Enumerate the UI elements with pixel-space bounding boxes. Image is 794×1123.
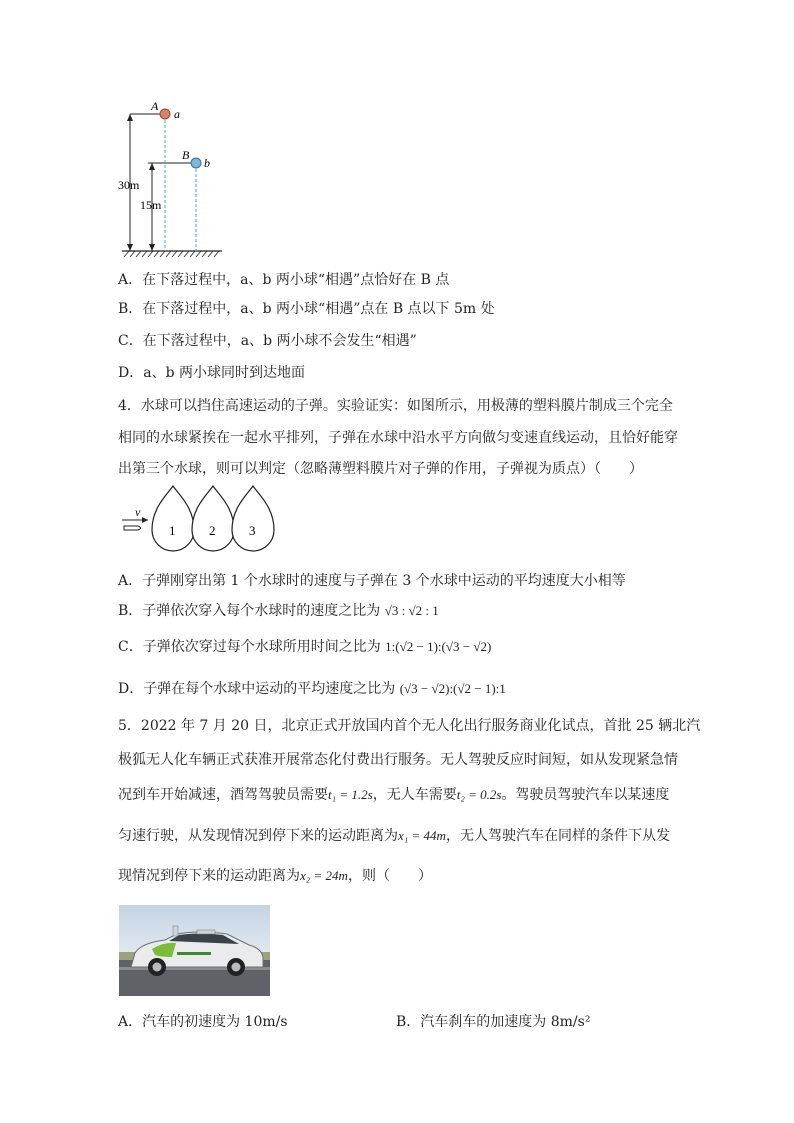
q4-option-b (118, 601, 439, 621)
option-text: D． (118, 365, 144, 381)
text: 。驾驶员驾驶汽车以某速度 (501, 787, 670, 803)
q5-stem-line5 (118, 866, 432, 886)
math: x₁ = 44m (398, 828, 446, 843)
q3-option-b (118, 299, 495, 319)
q4-option-c (118, 637, 491, 657)
q4-stem-line3: 出第三个水球，则可以判定（忽略薄塑料膜片对子弹的作用，子弹视为质点）（ ） (118, 461, 643, 477)
label-a: a (174, 107, 180, 121)
water-balls-figure (118, 484, 278, 564)
option-text: 在下落过程中，a、b 两小球“相遇”点恰好在 B 点 (142, 272, 450, 288)
option-text: C． (118, 333, 143, 349)
q3-option-a (118, 270, 449, 290)
option-text: A． (118, 272, 143, 288)
text: 现情况到停下来的运动距离为 (118, 868, 300, 884)
driverless-car-photo (119, 905, 270, 996)
water-ball-2 (192, 486, 234, 551)
option-math: (√3 − √2):(√2 − 1):1 (399, 681, 506, 696)
text: 况到车开始减速，酒驾驾驶员需要 (118, 787, 328, 803)
velocity-label: v (135, 505, 141, 519)
label-b: b (204, 156, 210, 170)
math: x₂ = 24m (300, 868, 348, 883)
q3-option-c (118, 331, 417, 351)
q5-stem-line3 (118, 785, 669, 805)
math: t₁ = 1.2s (328, 787, 373, 802)
label-B: B (182, 148, 190, 162)
q4-stem-line1: 4．水球可以挡住高速运动的子弹。实验证实：如图所示，用极薄的塑料膜片制成三个完全 (118, 398, 673, 414)
label-A: A (151, 100, 159, 113)
option-math: √3 : √2 : 1 (384, 603, 439, 618)
math: t₂ = 0.2s (456, 787, 502, 802)
q4-option-d (118, 679, 506, 699)
option-text: B． (118, 301, 143, 317)
ball-b (191, 158, 201, 168)
ground-hatching (124, 251, 219, 257)
text: ，无人驾驶汽车在同样的条件下从发 (445, 828, 670, 844)
option-math: 1:(√2 − 1):(√3 − √2) (385, 639, 492, 654)
ball-number: 1 (169, 523, 176, 538)
q3-option-d (118, 363, 305, 383)
option-text: 在下落过程中，a、b 两小球“相遇”点在 B 点以下 5m 处 (142, 301, 495, 317)
option-text: C．子弹依次穿过每个水球所用时间之比为 (118, 639, 381, 655)
option-text: B．子弹依次穿入每个水球时的速度之比为 (118, 603, 381, 619)
q5-stem-line4 (118, 826, 670, 846)
bullet (124, 526, 141, 530)
option-text: a、b 两小球同时到达地面 (143, 365, 305, 381)
water-ball-1 (152, 486, 194, 551)
ball-number: 3 (249, 523, 256, 538)
text: 匀速行驶，从发现情况到停下来的运动距离为 (118, 828, 398, 844)
height-30-label: 30m (118, 178, 140, 192)
q4-option-a: A．子弹刚穿出第 1 个水球时的速度与子弹在 3 个水球中运动的平均速度大小相等 (118, 573, 626, 589)
text: ，无人车需要 (372, 787, 457, 803)
height-15-label: 15m (140, 198, 162, 212)
q5-stem-line1: 5．2022 年 7 月 20 日，北京正式开放国内首个无人化出行服务商业化试点，首批 25 辆北汽 (118, 718, 701, 734)
q4-stem-line2: 相同的水球紧挨在一起水平排列，子弹在水球中沿水平方向做匀变速直线运动，且恰好能穿 (118, 430, 678, 446)
option-text: D．子弹在每个水球中运动的平均速度之比为 (118, 681, 396, 697)
q5-stem-line2: 极狐无人化车辆正式获准开展常态化付费出行服务。无人驾驶反应时间短，如从发现紧急情 (118, 752, 678, 768)
ball-a (160, 109, 170, 119)
drop-height-figure (118, 100, 238, 260)
q5-option-b: B．汽车刹车的加速度为 8m/s² (396, 1014, 591, 1030)
water-ball-3 (232, 486, 274, 551)
ball-number: 2 (209, 523, 216, 538)
text: ，则（ ） (347, 868, 432, 884)
option-text: 在下落过程中，a、b 两小球不会发生“相遇” (142, 333, 417, 349)
q5-option-a: A．汽车的初速度为 10m/s (118, 1014, 288, 1030)
